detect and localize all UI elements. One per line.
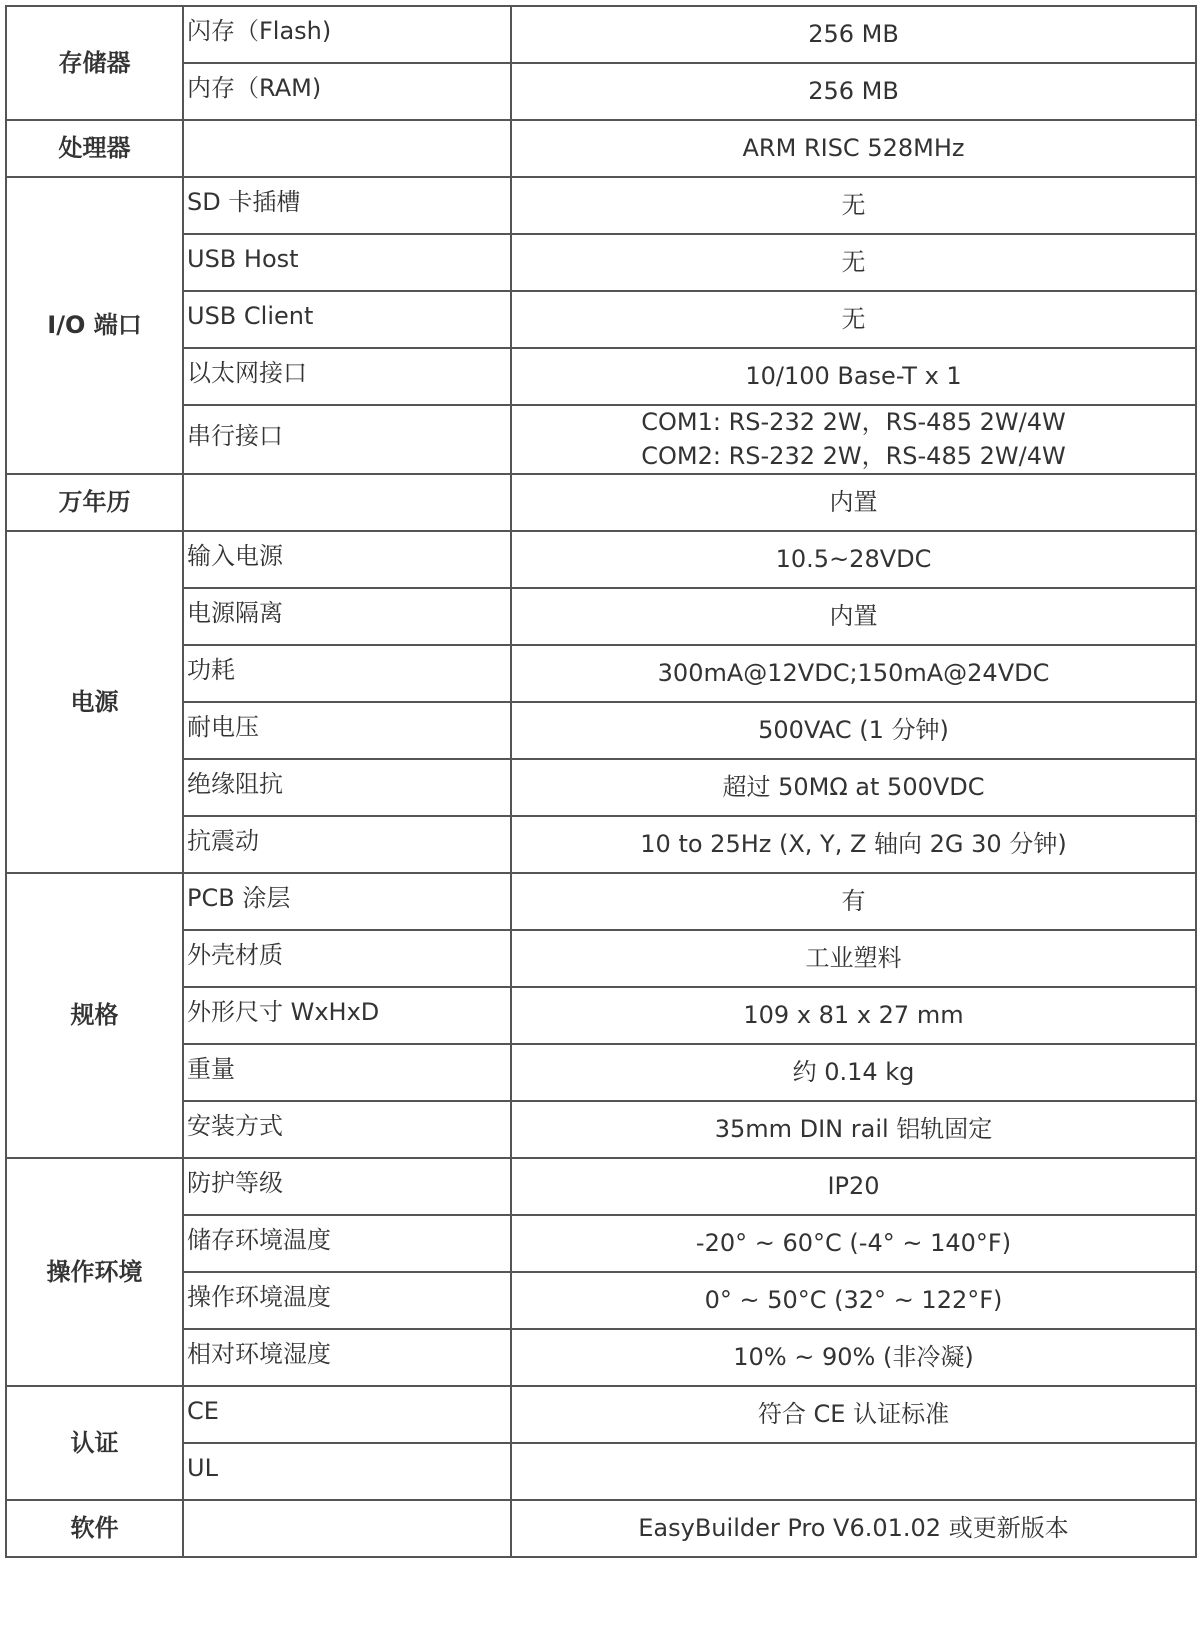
table-row xyxy=(6,177,1196,234)
table-row xyxy=(6,474,1196,531)
table-row xyxy=(6,291,1196,348)
value-cell xyxy=(511,1443,1196,1500)
table-row xyxy=(6,1500,1196,1557)
item-cell: 储存环境温度 xyxy=(183,1215,511,1272)
item-cell: 电源隔离 xyxy=(183,588,511,645)
item-cell: 输入电源 xyxy=(183,531,511,588)
value-line: COM1: RS-232 2W，RS-485 2W/4W xyxy=(641,408,1066,436)
category-cell: 规格 xyxy=(6,873,183,1158)
table-row xyxy=(6,759,1196,816)
table-row xyxy=(6,1272,1196,1329)
table-row xyxy=(6,1329,1196,1386)
value-cell: 无 xyxy=(511,291,1196,348)
table-row xyxy=(6,234,1196,291)
value-cell: 有 xyxy=(511,873,1196,930)
value-cell: 109 x 81 x 27 mm xyxy=(511,987,1196,1044)
category-cell: 操作环境 xyxy=(6,1158,183,1386)
category-cell: I/O 端口 xyxy=(6,177,183,474)
item-cell: 耐电压 xyxy=(183,702,511,759)
item-cell: 串行接口 xyxy=(183,405,511,474)
value-cell: 内置 xyxy=(511,588,1196,645)
item-cell: 绝缘阻抗 xyxy=(183,759,511,816)
value-cell: 256 MB xyxy=(511,6,1196,63)
value-line: COM2: RS-232 2W，RS-485 2W/4W xyxy=(641,442,1066,470)
value-cell: 超过 50MΩ at 500VDC xyxy=(511,759,1196,816)
item-cell: 重量 xyxy=(183,1044,511,1101)
table-row xyxy=(6,702,1196,759)
spec-table xyxy=(5,5,1197,1558)
item-cell: PCB 涂层 xyxy=(183,873,511,930)
table-row xyxy=(6,816,1196,873)
value-cell: 35mm DIN rail 铝轨固定 xyxy=(511,1101,1196,1158)
item-cell: 安装方式 xyxy=(183,1101,511,1158)
value-cell: 0° ~ 50°C (32° ~ 122°F) xyxy=(511,1272,1196,1329)
table-row xyxy=(6,1044,1196,1101)
table-row xyxy=(6,405,1196,474)
item-cell xyxy=(183,120,511,177)
value-cell: ARM RISC 528MHz xyxy=(511,120,1196,177)
value-cell: 内置 xyxy=(511,474,1196,531)
category-cell: 万年历 xyxy=(6,474,183,531)
value-cell: 300mA@12VDC;150mA@24VDC xyxy=(511,645,1196,702)
table-row xyxy=(6,645,1196,702)
value-cell: 500VAC (1 分钟) xyxy=(511,702,1196,759)
table-row xyxy=(6,1215,1196,1272)
item-cell xyxy=(183,474,511,531)
value-cell: -20° ~ 60°C (-4° ~ 140°F) xyxy=(511,1215,1196,1272)
table-row xyxy=(6,1101,1196,1158)
item-cell: 相对环境湿度 xyxy=(183,1329,511,1386)
item-cell: UL xyxy=(183,1443,511,1500)
value-cell: 10.5~28VDC xyxy=(511,531,1196,588)
category-cell: 处理器 xyxy=(6,120,183,177)
item-cell: SD 卡插槽 xyxy=(183,177,511,234)
table-row xyxy=(6,6,1196,63)
item-cell: 外形尺寸 WxHxD xyxy=(183,987,511,1044)
value-cell: IP20 xyxy=(511,1158,1196,1215)
table-row xyxy=(6,120,1196,177)
value-cell: 无 xyxy=(511,234,1196,291)
category-cell: 存储器 xyxy=(6,6,183,120)
item-cell: 闪存（Flash) xyxy=(183,6,511,63)
table-row xyxy=(6,63,1196,120)
value-cell xyxy=(511,405,1196,474)
item-cell: 内存（RAM) xyxy=(183,63,511,120)
value-cell: 约 0.14 kg xyxy=(511,1044,1196,1101)
value-cell: 10 to 25Hz (X, Y, Z 轴向 2G 30 分钟) xyxy=(511,816,1196,873)
table-row xyxy=(6,1443,1196,1500)
table-row xyxy=(6,1158,1196,1215)
table-row xyxy=(6,348,1196,405)
table-row xyxy=(6,531,1196,588)
value-cell: 10/100 Base-T x 1 xyxy=(511,348,1196,405)
item-cell: CE xyxy=(183,1386,511,1443)
value-cell: EasyBuilder Pro V6.01.02 或更新版本 xyxy=(511,1500,1196,1557)
item-cell: 操作环境温度 xyxy=(183,1272,511,1329)
value-cell: 10% ~ 90% (非冷凝) xyxy=(511,1329,1196,1386)
item-cell: 防护等级 xyxy=(183,1158,511,1215)
item-cell: 功耗 xyxy=(183,645,511,702)
category-cell: 电源 xyxy=(6,531,183,873)
table-row xyxy=(6,930,1196,987)
table-row xyxy=(6,1386,1196,1443)
category-cell: 认证 xyxy=(6,1386,183,1500)
table-row xyxy=(6,588,1196,645)
value-cell: 工业塑料 xyxy=(511,930,1196,987)
table-row xyxy=(6,987,1196,1044)
item-cell: USB Host xyxy=(183,234,511,291)
value-cell: 符合 CE 认证标准 xyxy=(511,1386,1196,1443)
value-cell: 256 MB xyxy=(511,63,1196,120)
item-cell: 外壳材质 xyxy=(183,930,511,987)
item-cell: 抗震动 xyxy=(183,816,511,873)
value-cell: 无 xyxy=(511,177,1196,234)
category-cell: 软件 xyxy=(6,1500,183,1557)
item-cell xyxy=(183,1500,511,1557)
item-cell: 以太网接口 xyxy=(183,348,511,405)
table-row xyxy=(6,873,1196,930)
item-cell: USB Client xyxy=(183,291,511,348)
